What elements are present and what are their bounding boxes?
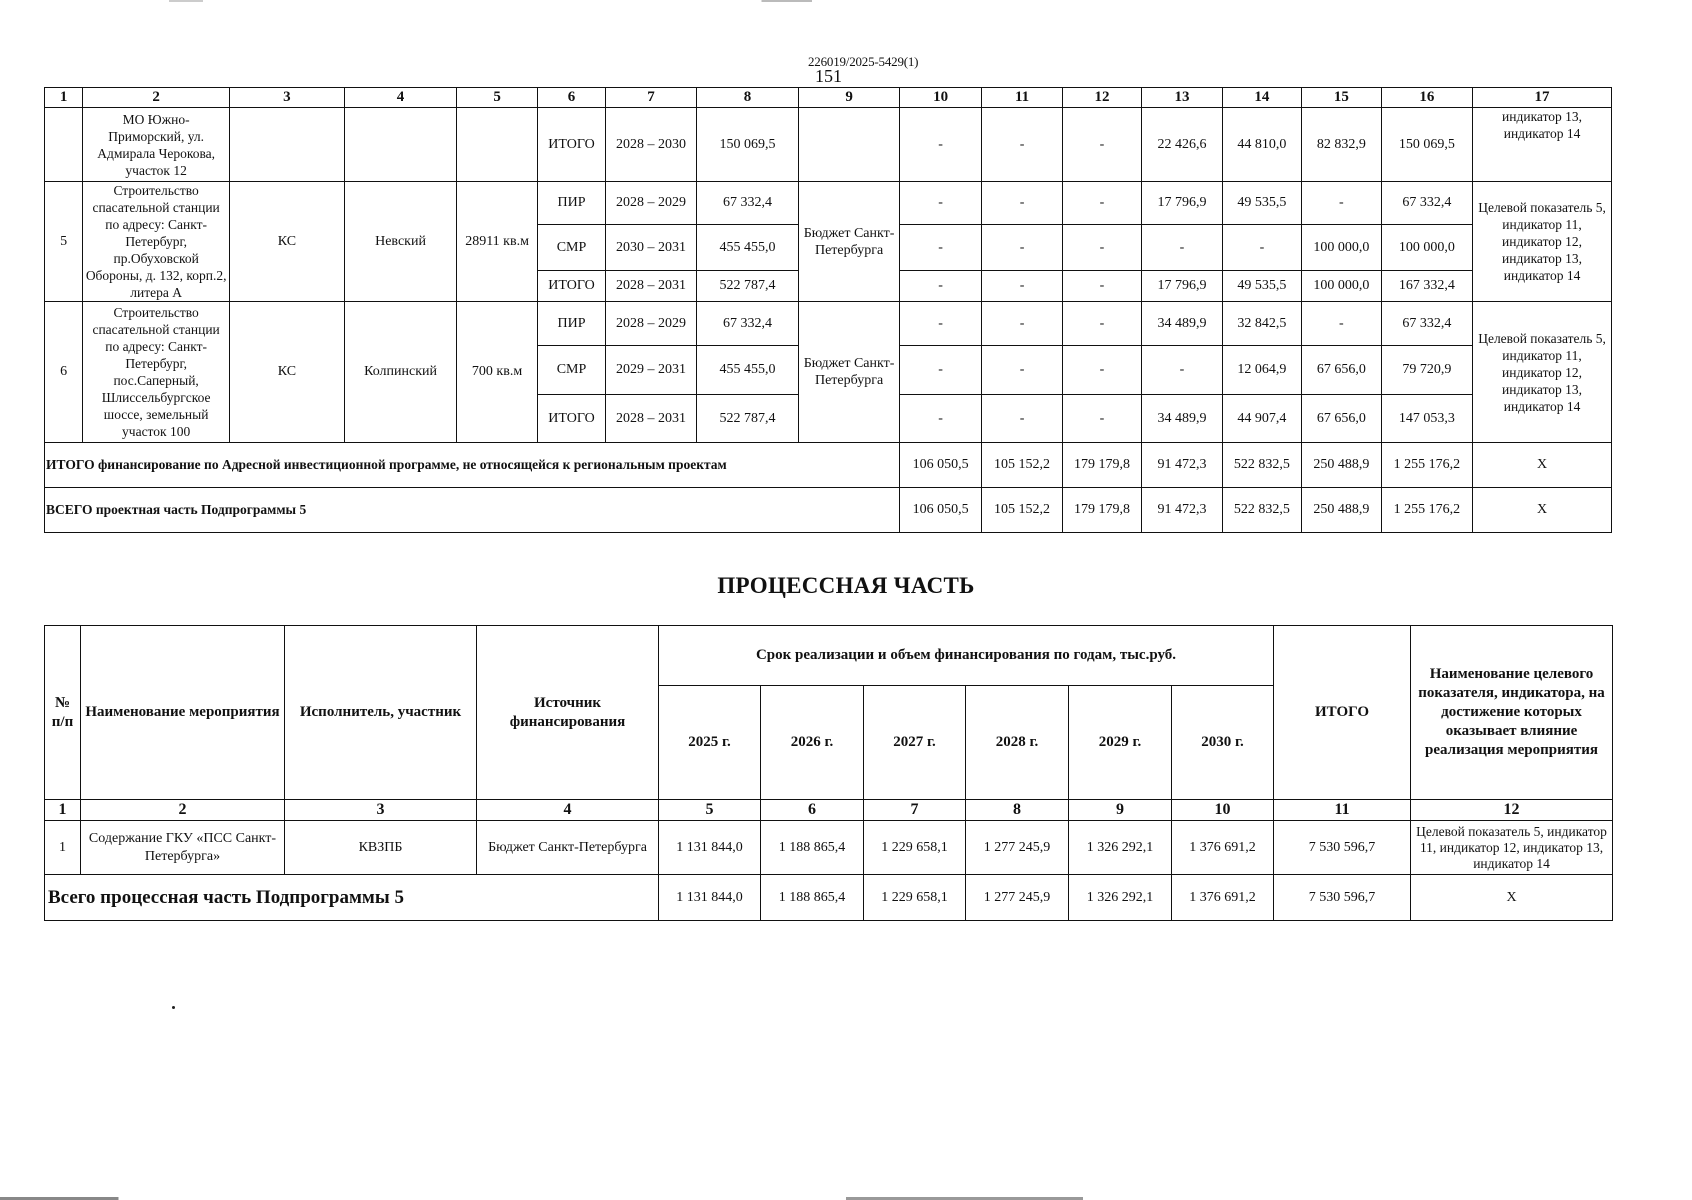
capacity: 28911 кв.м <box>457 182 537 302</box>
value: 105 152,2 <box>982 488 1062 533</box>
value: - <box>982 302 1062 346</box>
value: 32 842,5 <box>1222 302 1301 346</box>
period: 2028 – 2030 <box>606 108 697 182</box>
cost: 522 787,4 <box>696 395 799 443</box>
table-row <box>45 108 1612 182</box>
value: - <box>1142 346 1222 395</box>
value: 179 179,8 <box>1062 443 1141 488</box>
header-num: № п/п <box>45 626 81 800</box>
col-num: 3 <box>230 88 345 108</box>
value: 49 535,5 <box>1222 271 1301 302</box>
cell-empty <box>45 108 83 182</box>
header-year: 2029 г. <box>1069 686 1172 800</box>
indicators: Целевой показатель 5, индикатор 11, индикатор 12, индикатор 13, индикатор 14 <box>1473 302 1612 443</box>
cost: 150 069,5 <box>696 108 799 182</box>
value: - <box>982 346 1062 395</box>
value: 67 332,4 <box>1381 302 1473 346</box>
total-row <box>45 488 1612 533</box>
value: 100 000,0 <box>1302 271 1381 302</box>
value: 1 277 245,9 <box>966 821 1069 875</box>
indicators: Целевой показатель 5, индикатор 11, индикатор 12, индикатор 13, индикатор 14 <box>1411 821 1613 875</box>
value: - <box>982 271 1062 302</box>
stage: СМР <box>537 346 605 395</box>
cell-empty <box>457 108 537 182</box>
value: 522 832,5 <box>1222 443 1301 488</box>
value: 1 229 658,1 <box>864 875 966 921</box>
cost: 67 332,4 <box>696 182 799 225</box>
value: 91 472,3 <box>1142 488 1222 533</box>
value: 12 064,9 <box>1222 346 1301 395</box>
col-num: 13 <box>1142 88 1222 108</box>
col-num: 12 <box>1062 88 1141 108</box>
header-name: Наименование мероприятия <box>81 626 285 800</box>
cell-empty <box>230 108 345 182</box>
cost: 455 455,0 <box>696 346 799 395</box>
value: 1 326 292,1 <box>1069 821 1172 875</box>
value: 1 131 844,0 <box>659 821 761 875</box>
cost: 455 455,0 <box>696 224 799 271</box>
col-num: 1 <box>45 800 81 821</box>
header-year: 2025 г. <box>659 686 761 800</box>
col-num: 9 <box>1069 800 1172 821</box>
stage: СМР <box>537 224 605 271</box>
value: 1 277 245,9 <box>966 875 1069 921</box>
table-row <box>45 821 1613 875</box>
col-num: 5 <box>659 800 761 821</box>
scan-artifact-top <box>0 0 1692 2</box>
value: - <box>1302 302 1381 346</box>
value: 1 376 691,2 <box>1172 875 1274 921</box>
value: 250 488,9 <box>1302 443 1381 488</box>
value: 100 000,0 <box>1302 224 1381 271</box>
period: 2028 – 2029 <box>606 182 697 225</box>
col-num: 2 <box>81 800 285 821</box>
value: 1 229 658,1 <box>864 821 966 875</box>
value: 106 050,5 <box>899 488 981 533</box>
header-indicator: Наименование целевого показателя, индикатора, на достижение которых оказывает влияние реализация мероприятия <box>1411 626 1613 800</box>
header-year: 2028 г. <box>966 686 1069 800</box>
process-part-table <box>44 625 1613 921</box>
table-row <box>45 182 1612 225</box>
value: - <box>982 108 1062 182</box>
page-number: 151 <box>815 66 842 86</box>
col-num: 12 <box>1411 800 1613 821</box>
scan-speck <box>172 1006 175 1009</box>
cost: 522 787,4 <box>696 271 799 302</box>
value: 1 326 292,1 <box>1069 875 1172 921</box>
value: 106 050,5 <box>899 443 981 488</box>
col-num: 8 <box>696 88 799 108</box>
value: 250 488,9 <box>1302 488 1381 533</box>
executor: КВЗПБ <box>285 821 477 875</box>
stage: ПИР <box>537 182 605 225</box>
total-row <box>45 443 1612 488</box>
header-year: 2030 г. <box>1172 686 1274 800</box>
value: 91 472,3 <box>1142 443 1222 488</box>
value: X <box>1473 488 1612 533</box>
value: 1 188 865,4 <box>761 821 864 875</box>
value: 522 832,5 <box>1222 488 1301 533</box>
object-name: Строительство спасательной станции по адресу: Санкт-Петербург, пр.Обуховской Обороны, д. 132, корп.2, литера А <box>83 182 230 302</box>
value: 167 332,4 <box>1381 271 1473 302</box>
value: 34 489,9 <box>1142 395 1222 443</box>
col-num: 4 <box>344 88 457 108</box>
value: 67 656,0 <box>1302 346 1381 395</box>
total-row <box>45 875 1613 921</box>
section-title: ПРОЦЕССНАЯ ЧАСТЬ <box>717 573 975 598</box>
value: - <box>982 224 1062 271</box>
stage: ИТОГО <box>537 395 605 443</box>
header-executor: Исполнитель, участник <box>285 626 477 800</box>
col-num: 17 <box>1473 88 1612 108</box>
row-number: 1 <box>45 821 81 875</box>
value: X <box>1473 443 1612 488</box>
value: - <box>899 271 981 302</box>
stage: ИТОГО <box>537 271 605 302</box>
value: - <box>899 224 981 271</box>
value: 49 535,5 <box>1222 182 1301 225</box>
value: 1 188 865,4 <box>761 875 864 921</box>
period: 2029 – 2031 <box>606 346 697 395</box>
object-number: 6 <box>45 302 83 443</box>
col-num: 16 <box>1381 88 1473 108</box>
header-total: ИТОГО <box>1274 626 1411 800</box>
col-num: 9 <box>799 88 900 108</box>
value: - <box>899 182 981 225</box>
value: - <box>1302 182 1381 225</box>
funding-source: Бюджет Санкт-Петербурга <box>799 302 900 443</box>
column-number-row <box>45 800 1613 821</box>
value: - <box>1222 224 1301 271</box>
col-num: 10 <box>1172 800 1274 821</box>
value: 105 152,2 <box>982 443 1062 488</box>
funding-source: Бюджет Санкт-Петербурга <box>477 821 659 875</box>
indicator-mark: X <box>1411 875 1613 921</box>
funding-source: Бюджет Санкт-Петербурга <box>799 182 900 302</box>
value: 1 376 691,2 <box>1172 821 1274 875</box>
value: - <box>1062 108 1141 182</box>
object-address: МО Южно-Приморский, ул. Адмирала Черокова, участок 12 <box>83 108 230 182</box>
table-row <box>45 302 1612 346</box>
value: - <box>1062 224 1141 271</box>
value: 44 907,4 <box>1222 395 1301 443</box>
value: 34 489,9 <box>1142 302 1222 346</box>
object-name: Строительство спасательной станции по адресу: Санкт-Петербург, пос.Саперный, Шлиссельбургское шоссе, земельный участок 100 <box>83 302 230 443</box>
value: 67 656,0 <box>1302 395 1381 443</box>
value: 22 426,6 <box>1142 108 1222 182</box>
value: 67 332,4 <box>1381 182 1473 225</box>
customer: КС <box>230 302 345 443</box>
stage: ПИР <box>537 302 605 346</box>
indicators: Целевой показатель 5, индикатор 11, индикатор 12, индикатор 13, индикатор 14 <box>1473 182 1612 302</box>
period: 2028 – 2029 <box>606 302 697 346</box>
cell-empty <box>799 108 900 182</box>
col-num: 11 <box>982 88 1062 108</box>
value: 179 179,8 <box>1062 488 1141 533</box>
value: 147 053,3 <box>1381 395 1473 443</box>
col-num: 7 <box>606 88 697 108</box>
header-year: 2026 г. <box>761 686 864 800</box>
col-num: 11 <box>1274 800 1411 821</box>
value: - <box>1062 346 1141 395</box>
project-part-table <box>44 87 1612 533</box>
header-row <box>45 626 1613 686</box>
col-num: 4 <box>477 800 659 821</box>
stage: ИТОГО <box>537 108 605 182</box>
period: 2030 – 2031 <box>606 224 697 271</box>
value: - <box>899 395 981 443</box>
district: Колпинский <box>344 302 457 443</box>
col-num: 15 <box>1302 88 1381 108</box>
cell-empty <box>344 108 457 182</box>
value: - <box>982 182 1062 225</box>
total-label: ВСЕГО проектная часть Подпрограммы 5 <box>45 488 900 533</box>
value: 17 796,9 <box>1142 271 1222 302</box>
value: 17 796,9 <box>1142 182 1222 225</box>
col-num: 6 <box>537 88 605 108</box>
capacity: 700 кв.м <box>457 302 537 443</box>
col-num: 7 <box>864 800 966 821</box>
value: - <box>1062 271 1141 302</box>
value: - <box>899 108 981 182</box>
value: 1 255 176,2 <box>1381 488 1473 533</box>
value: 82 832,9 <box>1302 108 1381 182</box>
value: - <box>1062 302 1141 346</box>
total-label: ИТОГО финансирование по Адресной инвестиционной программе, не относящейся к региональным проектам <box>45 443 900 488</box>
total-label: Всего процессная часть Подпрограммы 5 <box>45 875 659 921</box>
cost: 67 332,4 <box>696 302 799 346</box>
value: 79 720,9 <box>1381 346 1473 395</box>
value: 150 069,5 <box>1381 108 1473 182</box>
object-number: 5 <box>45 182 83 302</box>
value: 1 131 844,0 <box>659 875 761 921</box>
value: - <box>1142 224 1222 271</box>
indicators: индикатор 13, индикатор 14 <box>1473 108 1612 182</box>
column-number-row <box>45 88 1612 108</box>
row-total: 7 530 596,7 <box>1274 821 1411 875</box>
value: - <box>1062 395 1141 443</box>
col-num: 6 <box>761 800 864 821</box>
col-num: 2 <box>83 88 230 108</box>
period: 2028 – 2031 <box>606 395 697 443</box>
header-year: 2027 г. <box>864 686 966 800</box>
col-num: 8 <box>966 800 1069 821</box>
col-num: 3 <box>285 800 477 821</box>
col-num: 1 <box>45 88 83 108</box>
value: 100 000,0 <box>1381 224 1473 271</box>
district: Невский <box>344 182 457 302</box>
value: 1 255 176,2 <box>1381 443 1473 488</box>
row-total: 7 530 596,7 <box>1274 875 1411 921</box>
value: - <box>982 395 1062 443</box>
activity-name: Содержание ГКУ «ПСС Санкт-Петербурга» <box>81 821 285 875</box>
value: - <box>899 346 981 395</box>
header-period-group: Срок реализации и объем финансирования по годам, тыс.руб. <box>659 626 1274 686</box>
value: - <box>1062 182 1141 225</box>
col-num: 10 <box>899 88 981 108</box>
header-source: Источник финансирования <box>477 626 659 800</box>
customer: КС <box>230 182 345 302</box>
value: - <box>899 302 981 346</box>
value: 44 810,0 <box>1222 108 1301 182</box>
period: 2028 – 2031 <box>606 271 697 302</box>
col-num: 5 <box>457 88 537 108</box>
col-num: 14 <box>1222 88 1301 108</box>
document-number: 226019/2025-5429(1) <box>808 54 919 69</box>
